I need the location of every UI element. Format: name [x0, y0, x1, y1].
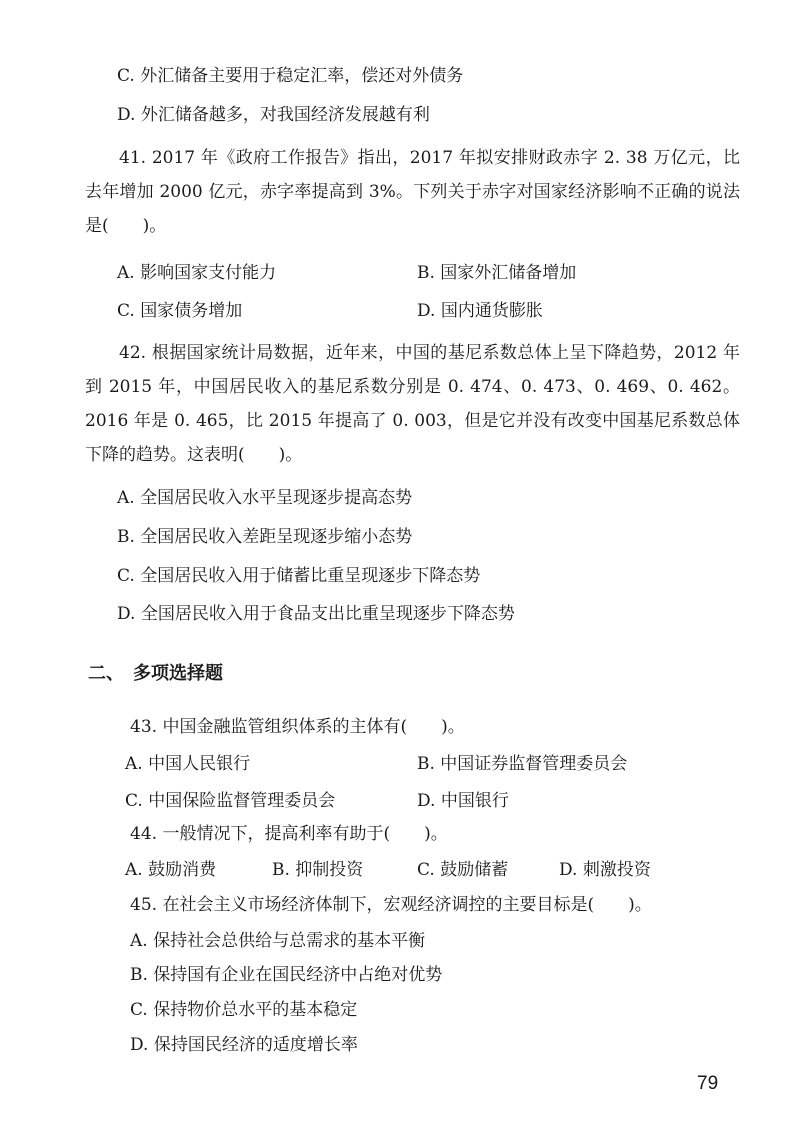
- option-c-prev: C. 外汇储备主要用于稳定汇率，偿还对外债务: [117, 66, 464, 86]
- q41-option-c: C. 国家债务增加: [117, 301, 243, 321]
- q44-option-a: A. 鼓励消费: [125, 860, 217, 880]
- q45-option-d: D. 保持国民经济的适度增长率: [130, 1035, 358, 1055]
- question-42-stem: 42. 根据国家统计局数据，近年来，中国的基尼系数总体上呈下降趋势，2012 年到 2015 年，中国居民收入的基尼系数分别是 0. 474、0. 473、0. 469、0. 462。2016 年是 0. 465，比 2015 年提高了 0. 003，但是它并没有改变中国基尼系数总体下降的趋势。这表明( )。: [85, 343, 740, 465]
- q43-option-b: B. 中国证券监督管理委员会: [417, 754, 628, 774]
- q42-option-b: B. 全国居民收入差距呈现逐步缩小态势: [117, 527, 413, 547]
- option-d-prev: D. 外汇储备越多，对我国经济发展越有利: [117, 105, 430, 125]
- q44-option-c: C. 鼓励储蓄: [417, 860, 509, 880]
- q43-option-d: D. 中国银行: [417, 791, 509, 811]
- question-45-stem: 45. 在社会主义市场经济体制下，宏观经济调控的主要目标是( )。: [130, 895, 652, 915]
- q41-option-d: D. 国内通货膨胀: [417, 301, 543, 321]
- q45-option-b: B. 保持国有企业在国民经济中占绝对优势: [130, 965, 443, 985]
- question-43-stem: 43. 中国金融监管组织体系的主体有( )。: [130, 717, 465, 737]
- q43-option-a: A. 中国人民银行: [125, 754, 251, 774]
- q44-option-b: B. 抑制投资: [272, 860, 364, 880]
- q41-option-b: B. 国家外汇储备增加: [417, 263, 577, 283]
- question-41-stem: 41. 2017 年《政府工作报告》指出，2017 年拟安排财政赤字 2. 38 万亿元，比去年增加 2000 亿元，赤字率提高到 3%。下列关于赤字对国家经济影响不正确的说法是( )。: [85, 148, 740, 236]
- q41-option-a: A. 影响国家支付能力: [117, 263, 277, 283]
- q42-option-d: D. 全国居民收入用于食品支出比重呈现逐步下降态势: [117, 604, 515, 624]
- section-title: 二、 多项选择题: [88, 663, 223, 684]
- page-number: 79: [697, 1073, 719, 1094]
- q42-option-c: C. 全国居民收入用于储蓄比重呈现逐步下降态势: [117, 566, 481, 586]
- q43-option-c: C. 中国保险监督管理委员会: [125, 791, 336, 811]
- q45-option-c: C. 保持物价总水平的基本稳定: [130, 1000, 358, 1020]
- q42-option-a: A. 全国居民收入水平呈现逐步提高态势: [117, 488, 413, 508]
- q45-option-a: A. 保持社会总供给与总需求的基本平衡: [130, 931, 426, 951]
- question-44-stem: 44. 一般情况下，提高利率有助于( )。: [130, 824, 448, 844]
- q44-option-d: D. 刺激投资: [559, 860, 651, 880]
